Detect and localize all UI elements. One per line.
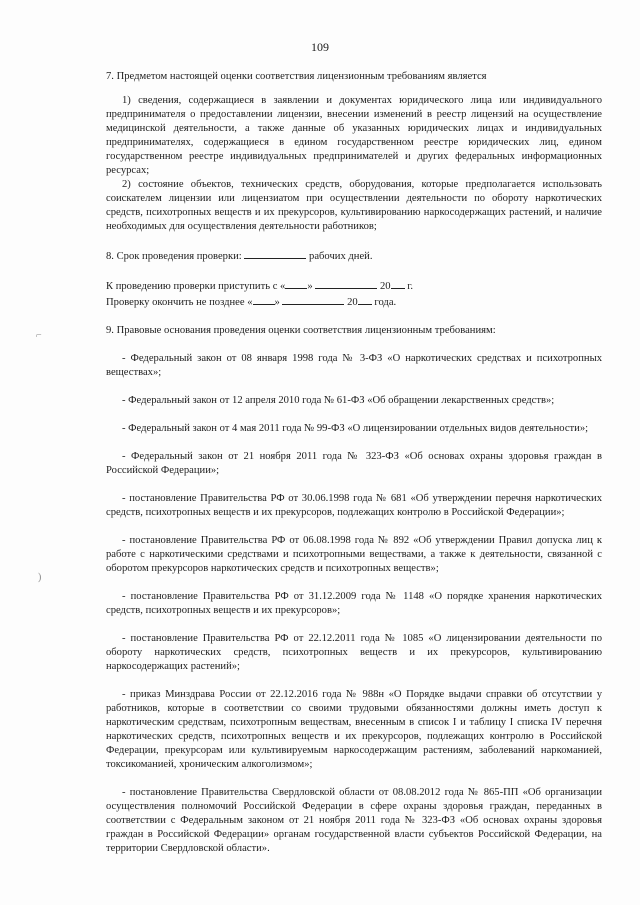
end-month-blank <box>282 294 344 305</box>
section-7-item-1: 1) сведения, содержащиеся в заявлении и документах юридического лица или индивидуального предпринимателя о предоставлении лицензии, внесении изменений в реестр лицензий на осуществление медицинской деятельности, а также данные об указанных юридических лицах и индивидуальных предпринимателях, содержащиеся в едином государственном реестре юридических лиц, едином государственном реестре индивидуальных предпринимателей и других федеральных информационных ресурсах; <box>106 95 602 176</box>
legal-basis-item: - постановление Правительства РФ от 22.12.2011 года № 1085 «О лицензировании деятельности по обороту наркотических средств, психотропных веществ и их прекурсоров, культивированию наркосодержащих растений»; <box>106 633 602 672</box>
start-month-blank <box>315 278 377 289</box>
section-9-heading: 9. Правовые основания проведения оценки соответствия лицензионным требованиям: <box>106 325 496 336</box>
end-year-prefix: 20 <box>347 297 358 308</box>
page-number: 109 <box>311 40 329 54</box>
legal-basis-item: - постановление Правительства РФ от 06.08.1998 года № 892 «Об утверждении Правил допуска лиц к работе с наркотическими средствами и психотропными веществами, а также к деятельности, связанной с оборотом прекурсоров наркотических средств и психотропных веществ»; <box>106 535 602 574</box>
legal-basis-item: - постановление Правительства РФ от 30.06.1998 года № 681 «Об утверждении перечня наркотических средств, психотропных веществ и их прекурсоров, подлежащих контролю в Российской Федерации»; <box>106 493 602 518</box>
start-year-suffix: г. <box>407 281 414 292</box>
end-mid: » <box>274 297 280 308</box>
legal-basis-item: - приказ Минздрава России от 22.12.2016 года № 988н «О Порядке выдачи справки об отсутствии у работников, которые в соответствии со своими трудовыми обязанностями должны иметь доступ к наркотическим средствам, психотропным веществам, внесенным в список I и таблицу I списка IV перечня наркотических средств, психотропных веществ и их прекурсоров, подлежащих контролю в Российской Федерации, прекурсорам или культивируемым наркосодержащим растениям, заболеваний наркоманией, токсикоманией, хроническим алкоголизмом»; <box>106 689 602 770</box>
days-blank <box>244 248 306 259</box>
section-7-item-2: 2) состояние объектов, технических средств, оборудования, которые предполагается использовать соискателем лицензии или лицензиатом при осуществлении деятельности по обороту наркотических средств, психотропных веществ и их прекурсоров, культивированию наркосодержащих растений, и наличие необходимых для осуществления деятельности работников; <box>106 179 602 232</box>
margin-mark: ) <box>38 572 42 583</box>
start-day-blank <box>285 278 307 289</box>
start-year-prefix: 20 <box>379 281 391 292</box>
section-8-term <box>106 248 602 264</box>
start-mid: » <box>307 281 313 292</box>
term-suffix: рабочих дней. <box>309 251 373 262</box>
legal-basis-item: - Федеральный закон от 4 мая 2011 года № 99-ФЗ «О лицензировании отдельных видов деятельности»; <box>122 423 589 434</box>
start-date-line <box>106 278 602 294</box>
legal-basis-item: - Федеральный закон от 21 ноября 2011 года № 323-ФЗ «Об основах охраны здоровья граждан в Российской Федерации»; <box>106 451 602 476</box>
term-label: 8. Срок проведения проверки: <box>106 251 242 262</box>
end-label: Проверку окончить не позднее « <box>106 297 253 308</box>
legal-basis-item: - постановление Правительства РФ от 31.12.2009 года № 1148 «О порядке хранения наркотических средств, психотропных веществ и их прекурсоров»; <box>106 591 602 616</box>
end-day-blank <box>253 294 275 305</box>
start-label: К проведению проверки приступить с « <box>106 281 286 292</box>
margin-mark: ⌐ <box>36 330 42 341</box>
end-year-suffix: года. <box>374 297 397 308</box>
legal-basis-item: - Федеральный закон от 08 января 1998 года № 3-ФЗ «О наркотических средствах и психотропных веществах»; <box>106 353 602 378</box>
section-7-heading: 7. Предметом настоящей оценки соответствия лицензионным требованиям является <box>106 71 487 82</box>
legal-basis-item: - постановление Правительства Свердловской области от 08.08.2012 года № 865-ПП «Об организации осуществления полномочий Российской Федерации в сфере охраны здоровья граждан, переданных в соответствии с Федеральным законом от 21 ноября 2011 года № 323-ФЗ «Об основах охраны здоровья граждан в Российской Федерации» органам государственной власти субъектов Российской Федерации, на территории Свердловской области». <box>106 787 602 854</box>
start-year-blank <box>391 278 405 289</box>
document-body <box>106 70 602 856</box>
end-date-line <box>106 294 602 310</box>
end-year-blank <box>358 294 372 305</box>
legal-basis-item: - Федеральный закон от 12 апреля 2010 года № 61-ФЗ «Об обращении лекарственных средств»; <box>122 395 555 406</box>
